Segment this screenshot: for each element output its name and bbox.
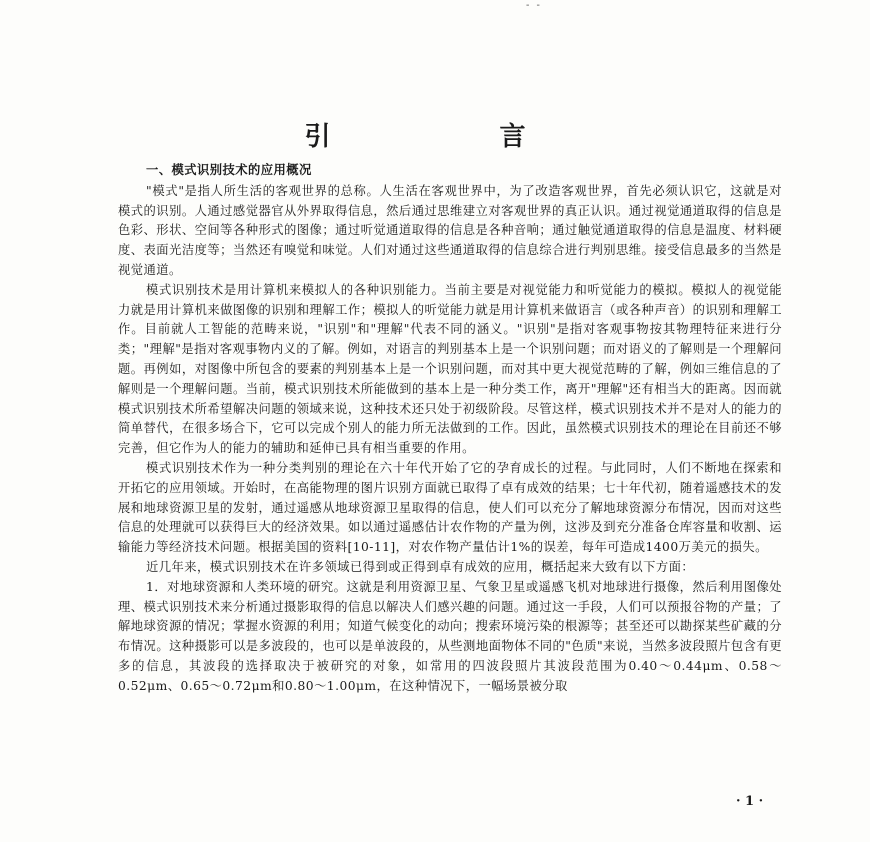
section-heading: 一、模式识别技术的应用概况 xyxy=(146,162,312,177)
paragraph: 模式识别技术作为一种分类判别的理论在六十年代开始了它的孕育成长的过程。与此同时，人们不断地在探索和开拓它的应用领域。开始时，在高能物理的图片识别方面就已取得了卓有成效的结果；七十年代初，随着遥感技术的发展和地球资源卫星的发射，通过遥感从地球资源卫星取得的信息，使人们可以充分了解地球资源分布情况，因而对这些信息的处理就可以获得巨大的经济效果。如以通过遥感估计农作物的产量为例，这涉及到充分准备仓库容量和收割、运输能力等经济技术问题。根据美国的资料[10-11]，对农作物产量估计1%的误差，每年可造成1400万美元的损失。 xyxy=(118,460,782,555)
chapter-title: 引 言 xyxy=(304,122,606,152)
page-number: · 1 · xyxy=(736,794,764,809)
paragraph: "模式"是指人所生活的客观世界的总称。人生活在客观世界中，为了改造客观世界，首先必须认识它，这就是对模式的识别。人通过感觉器官从外界取得信息，然后通过思维建立对客观世界的真正认识。通过视觉通道取得的信息是色彩、形状、空间等各种形式的图像；通过听觉通道取得的信息是各种音响；通过触觉通道取得的信息是温度、材料硬度、表面光洁度等；当然还有嗅觉和味觉。人们对通过这些通道取得的信息综合进行判别思维。接受信息最多的当然是视觉通道。 xyxy=(118,183,782,277)
paragraph: 近几年来，模式识别技术在许多领域已得到或正得到卓有成效的应用，概括起来大致有以下方面： xyxy=(146,559,695,574)
paragraph: 模式识别技术是用计算机来模拟人的各种识别能力。当前主要是对视觉能力和听觉能力的模拟。模拟人的视觉能力就是用计算机来做图像的识别和理解工作；模拟人的听觉能力就是用计算机来做语言（或各种声音）的识别和理解工作。目前就人工智能的范畴来说，"识别"和"理解"代表不同的涵义。"识别"是指对客观事物按其物理特征来进行分类；"理解"是指对客观事物内义的了解。例如，对语言的判别基本上是一个识别问题；而对语义的了解则是一个理解问题。再例如，对图像中所包含的要素的判别基本上是一个识别问题，而对其中更大视觉范畴的了解，例如三维信息的了解则是一个理解问题。当前，模式识别技术所能做到的基本上是一种分类工作，离开"理解"还有相当大的距离。因而就模式识别技术所希望解决问题的领域来说，这种技术还只处于初级阶段。尽管这样，模式识别技术并不是对人的能力的简单替代，在很多场合下，它可以完成个别人的能力所无法做到的工作。因此，虽然模式识别技术的理论在目前还不够完善，但它作为人的能力的辅助和延伸已具有相当重要的作用。 xyxy=(118,282,782,456)
top-mark: - - xyxy=(526,0,542,11)
paragraph: 1．对地球资源和人类环境的研究。这就是利用资源卫星、气象卫星或遥感飞机对地球进行摄像，然后利用图像处理、模式识别技术来分析通过摄影取得的信息以解决人们感兴趣的问题。通过这一手段，人们可以预报谷物的产量；了解地球资源的情况；掌握水资源的利用；知道气候变化的动向；搜索环境污染的根源等；甚至还可以勘探某些矿藏的分布情况。这种摄影可以是多波段的，也可以是单波段的，从些测地面物体不同的"色质"来说，当然多波段照片包含有更多的信息，其波段的选择取决于被研究的对象，如常用的四波段照片其波段范围为0.40～0.44μm、0.58～0.52μm、0.65～0.72μm和0.80～1.00μm，在这种情况下，一幅场景被分取 xyxy=(118,579,782,693)
body-content xyxy=(118,160,782,697)
